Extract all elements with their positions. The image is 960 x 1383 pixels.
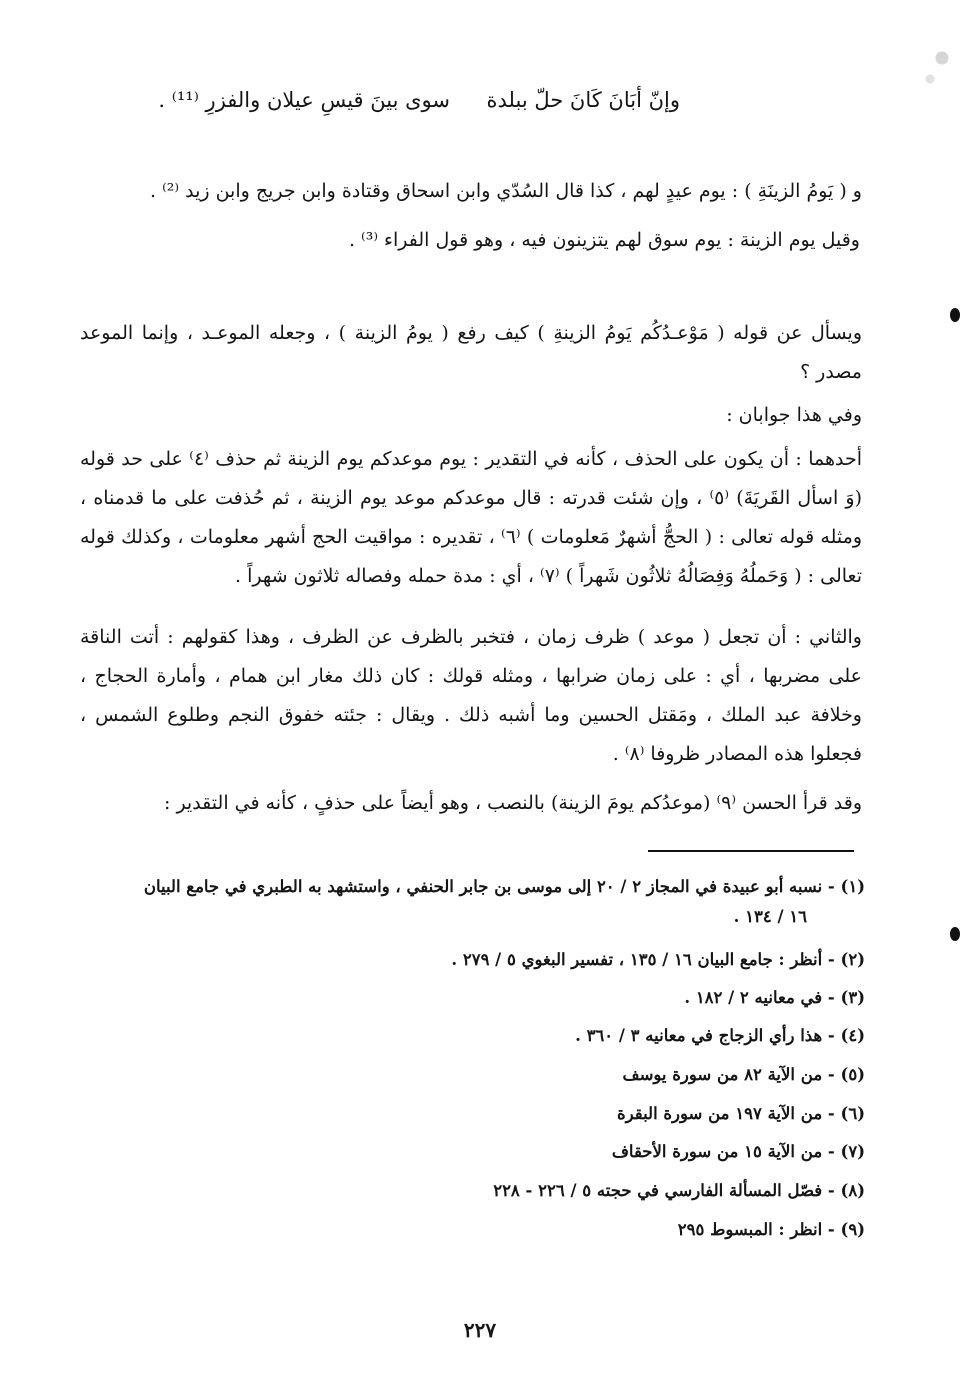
footnote-4	[80, 1021, 865, 1051]
footnote-7-text: (٧) - من الآية ١٥ من سورة الأحقاف	[611, 1142, 865, 1161]
footnote-5-text: (٥) - من الآية ٨٢ من سورة يوسف	[622, 1065, 865, 1084]
footnote-9-text: (٩) - انظر : المبسوط ٢٩٥	[677, 1220, 865, 1239]
footnote-1-line-2: ١٦ / ١٣٤ .	[733, 907, 807, 926]
footnote-9	[80, 1215, 865, 1245]
verse-first-hemistich: وإنّ أبَانَ كَانَ حلّ ببلدة	[486, 88, 680, 112]
definition-line-2: وقيل يوم الزينة : يوم سوق لهم يتزينون فيه ، وهو قول الفراء ⁽³⁾ .	[348, 229, 860, 251]
footnote-separator	[648, 850, 854, 852]
footnote-8	[80, 1176, 865, 1206]
binding-hole-mark	[950, 927, 960, 941]
first-answer-paragraph: أحدهما : أن يكون على الحذف ، كأنه في التقدير : يوم موعدكم يوم الزينة ثم حذف ⁽٤⁾ على حد قوله (وَ اسأل القَريَةَ) ⁽٥⁾ ، وإن شئت قدرته : قال موعدكم موعد يوم الزينة ، ثم حُذفت على ما قدمناه ، ومثله قوله تعالى : ( الحجُّ أشهرٌ مَعلومات ) ⁽٦⁾ ، تقديره : مواقيت الحج أشهر معلومات ، وكذلك قوله تعالى : ( وَحَملُهُ وَفِصَالُهُ ثلاثُون شَهراً ) ⁽٧⁾ ، أي : مدة حمله وفصاله ثلاثون شهراً .	[80, 448, 862, 587]
footnote-4-text: (٤) - هذا رأي الزجاج في معانيه ٣ / ٣٦٠ .	[575, 1026, 865, 1045]
two-answers-line: وفي هذا جوابان :	[726, 404, 862, 426]
verse-second-hemistich: سوى بينَ قيسِ عيلان والفزرِ ⁽¹¹⁾ .	[158, 88, 450, 112]
footnote-6	[80, 1099, 865, 1129]
footnote-8-text: (٨) - فصّل المسألة الفارسي في حجته ٥ / ٢٢٦ - ٢٢٨	[493, 1181, 865, 1200]
scan-artifact	[918, 30, 958, 100]
footnote-7	[80, 1137, 865, 1167]
footnote-2	[80, 945, 865, 975]
footnote-2-text: (٢) - أنظر : جامع البيان ١٦ / ١٣٥ ، تفسير البغوي ٥ / ٢٧٩ .	[451, 950, 865, 969]
footnote-5	[80, 1060, 865, 1090]
footnote-3-text: (٣) - في معانيه ٢ / ١٨٢ .	[684, 988, 865, 1007]
binding-hole-mark	[950, 308, 960, 322]
footnote-6-text: (٦) - من الآية ١٩٧ من سورة البقرة	[616, 1104, 865, 1123]
reading-paragraph: وقد قرأ الحسن ⁽٩⁾ (موعدُكم يومَ الزينة) بالنصب ، وهو أيضاً على حذفٍ ، كأنه في التقدير :	[164, 792, 862, 814]
question-paragraph: ويسأل عن قوله ( مَوْعـدُكُم يَومُ الزينةِ ) كيف رفع ( يومُ الزينة ) ، وجعله الموعـد ، وإنما الموعد مصدر ؟	[80, 322, 862, 383]
footnote-1-line-1: (١) - نسبه أبو عبيدة في المجاز ٢ / ٢٠ إلى موسى بن جابر الحنفي ، واستشهد به الطبري في جامع البيان	[143, 877, 865, 896]
footnote-1	[80, 872, 865, 932]
definition-line-1: و ( يَومُ الزينَةِ ) : يوم عيدٍ لهم ، كذا قال السُدّي وابن اسحاق وقتادة وابن جريج وابن زيد ⁽²⁾ .	[150, 180, 862, 202]
footnote-3	[80, 983, 865, 1013]
page-number: ٢٢٧	[463, 1318, 497, 1342]
second-answer-paragraph: والثاني : أن تجعل ( موعد ) ظرف زمان ، فتخبر بالظرف عن الظرف ، وهذا كقولهم : أتت الناقة على مضربها ، أي : على زمان ضرابها ، ومثله قولك : كان ذلك مغار ابن همام ، وأمارة الحجاج ، وخلافة عبد الملك ، ومَقتل الحسين وما أشبه ذلك . ويقال : جئته خفوق النجم وطلوع الشمس ، فجعلوا هذه المصادر ظروفا ⁽٨⁾ .	[80, 626, 862, 765]
